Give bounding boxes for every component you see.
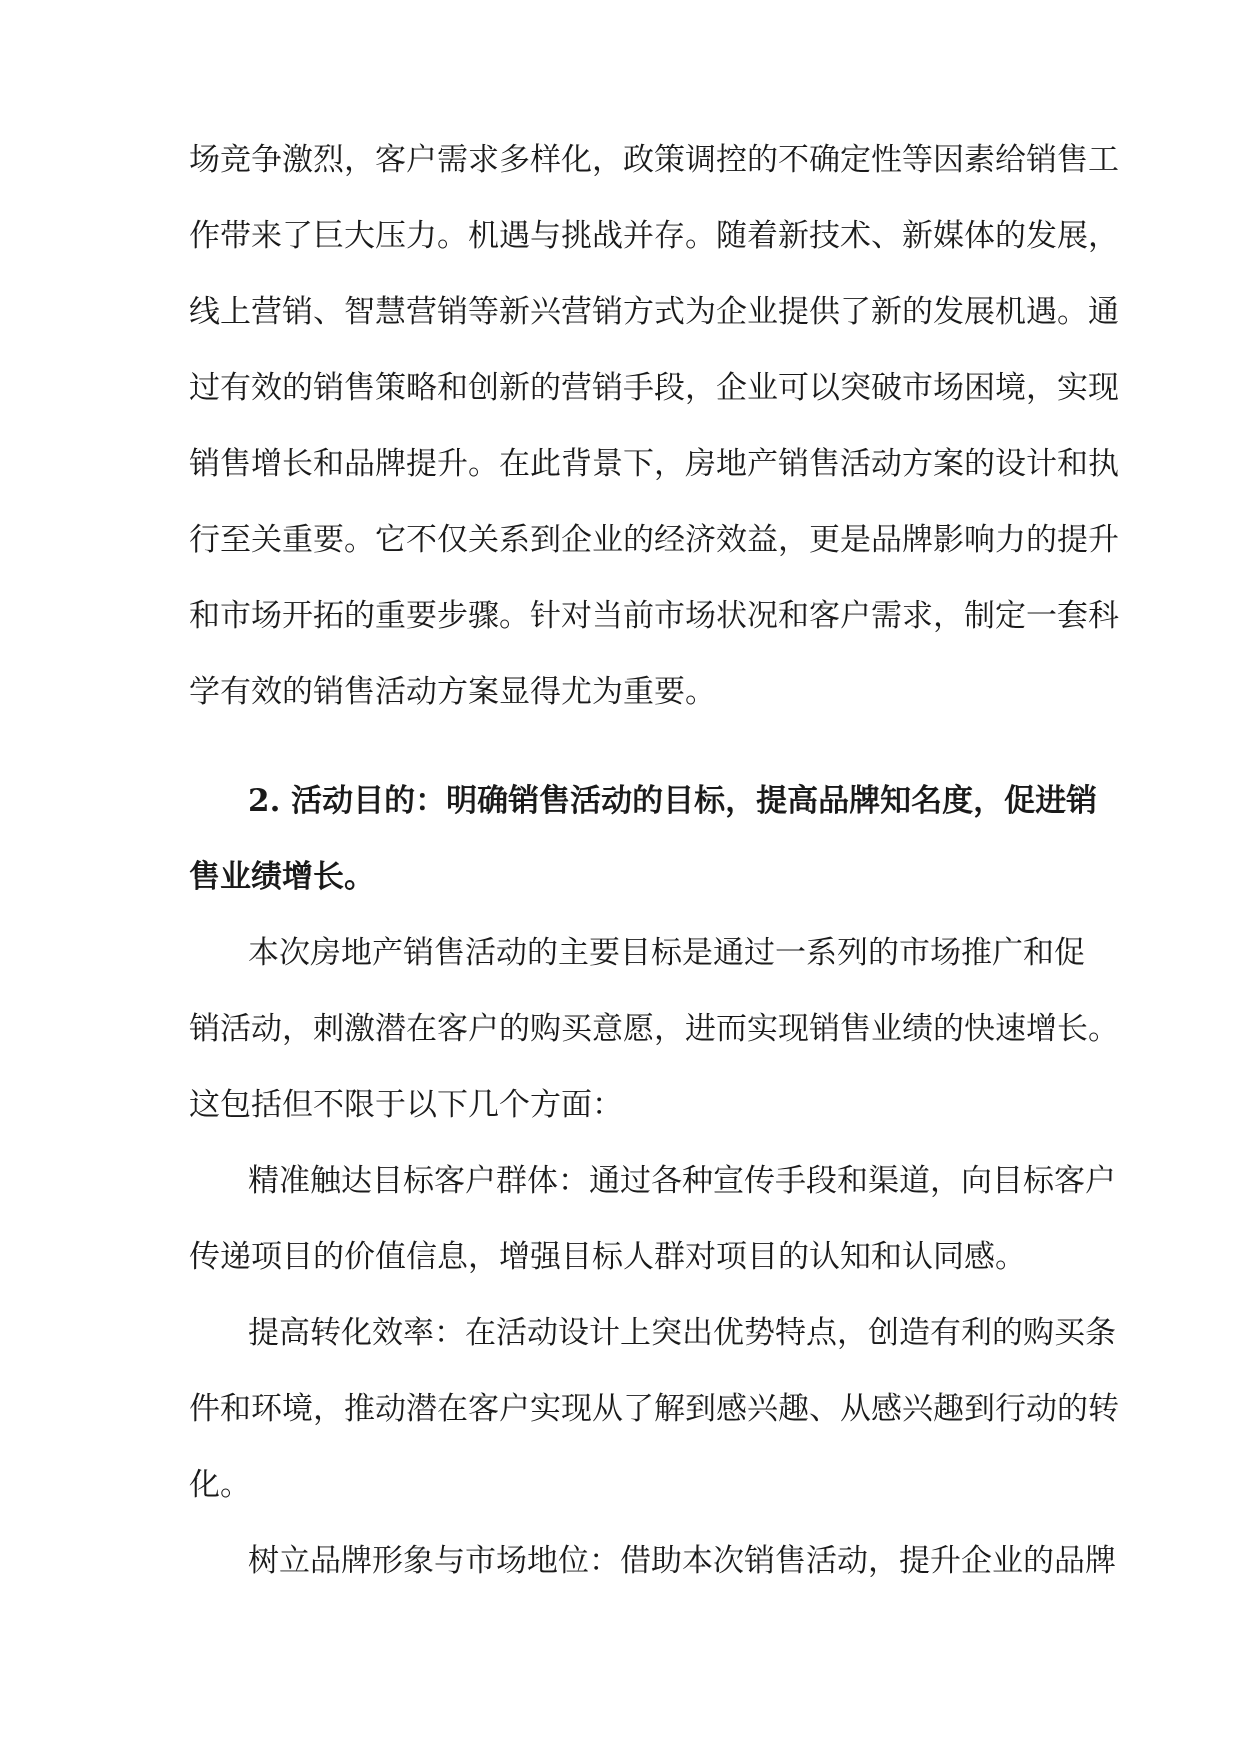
body-text-line: 这包括但不限于以下几个方面： xyxy=(189,1087,623,1123)
body-text-line: 作带来了巨大压力。机遇与挑战并存。随着新技术、新媒体的发展， xyxy=(189,218,1119,254)
body-text-line: 本次房地产销售活动的主要目标是通过一系列的市场推广和促 xyxy=(248,935,1085,971)
body-text-line: 销活动，刺激潜在客户的购买意愿，进而实现销售业绩的快速增长。 xyxy=(189,1011,1119,1047)
body-text-line: 行至关重要。它不仅关系到企业的经济效益，更是品牌影响力的提升 xyxy=(189,522,1119,558)
body-text-line: 线上营销、智慧营销等新兴营销方式为企业提供了新的发展机遇。通 xyxy=(189,294,1119,330)
body-text-line: 销售增长和品牌提升。在此背景下，房地产销售活动方案的设计和执 xyxy=(189,446,1119,482)
body-text-line: 场竞争激烈，客户需求多样化，政策调控的不确定性等因素给销售工 xyxy=(189,142,1119,178)
section-heading: 售业绩增长。 xyxy=(189,859,375,895)
body-text-line: 过有效的销售策略和创新的营销手段，企业可以突破市场困境，实现 xyxy=(189,370,1119,406)
body-text-line: 件和环境，推动潜在客户实现从了解到感兴趣、从感兴趣到行动的转 xyxy=(189,1391,1119,1427)
body-text-line: 传递项目的价值信息，增强目标人群对项目的认知和认同感。 xyxy=(189,1239,1026,1275)
body-text-line: 精准触达目标客户群体：通过各种宣传手段和渠道，向目标客户 xyxy=(248,1163,1116,1199)
body-text-line: 提高转化效率：在活动设计上突出优势特点，创造有利的购买条 xyxy=(248,1315,1116,1351)
body-text-line: 树立品牌形象与市场地位：借助本次销售活动，提升企业的品牌 xyxy=(248,1543,1116,1579)
body-text-line: 化。 xyxy=(189,1467,251,1503)
body-text-line: 学有效的销售活动方案显得尤为重要。 xyxy=(189,674,716,710)
body-text-line: 和市场开拓的重要步骤。针对当前市场状况和客户需求，制定一套科 xyxy=(189,598,1119,634)
section-heading: 2. 活动目的：明确销售活动的目标，提高品牌知名度，促进销 xyxy=(248,783,1098,819)
